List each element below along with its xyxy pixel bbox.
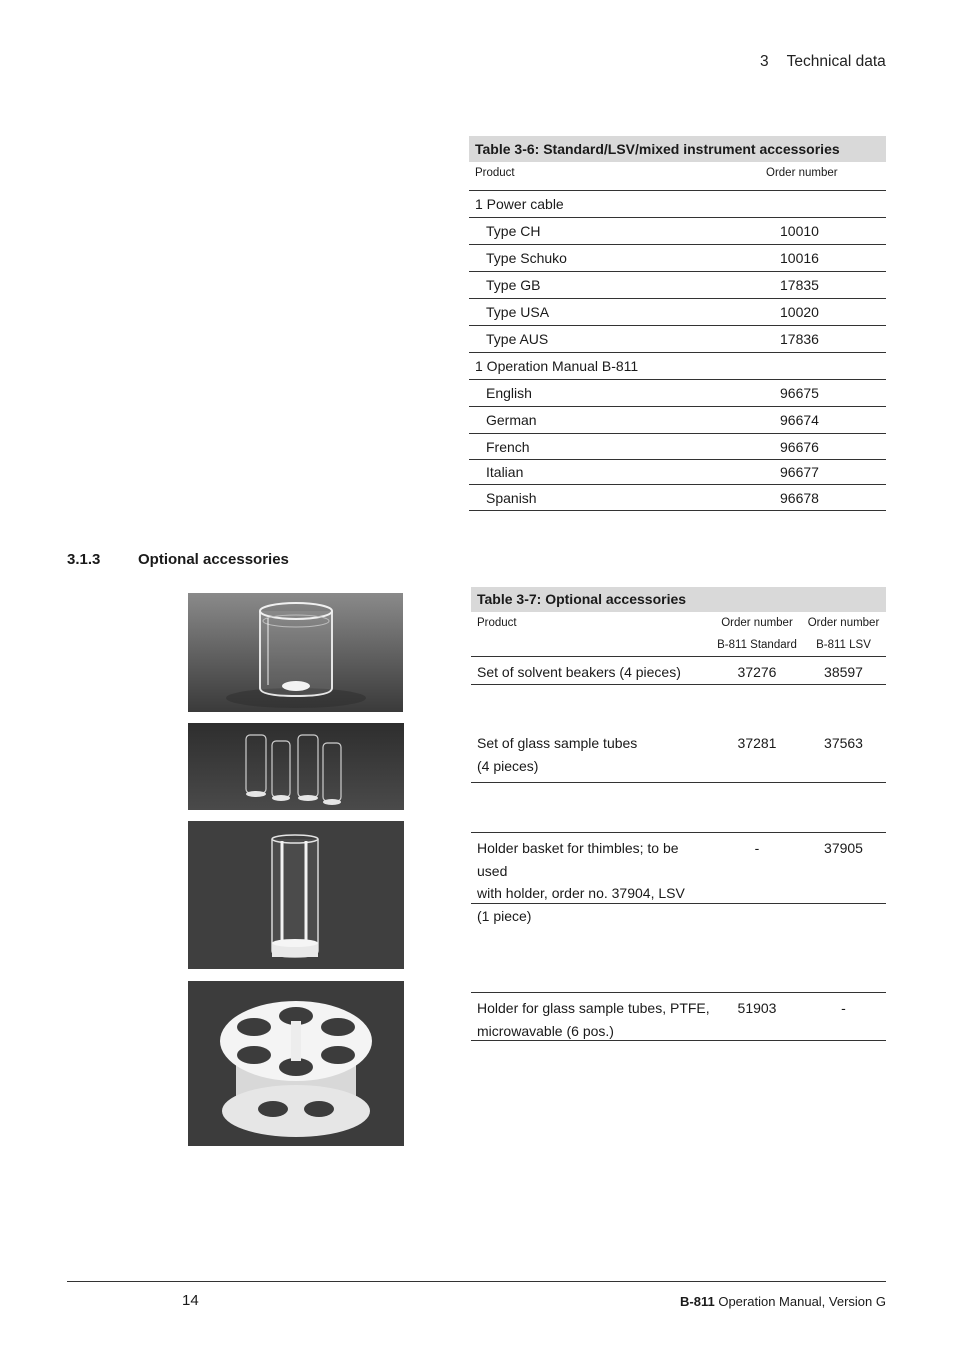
running-header [760,53,886,71]
product-cell: Type Schuko [486,250,567,266]
order-cell: 17836 [780,331,819,347]
product-cell: Italian [486,464,524,480]
table-row [471,993,886,1041]
column-standard-line2: B-811 Standard [717,639,797,651]
product-line: Set of solvent beakers (4 pieces) [477,664,681,680]
product-cell: Type CH [486,223,541,239]
table-row [469,191,886,218]
table-caption: Table 3-7: Optional accessories [471,587,886,612]
table-row-group [471,657,886,728]
table-row [469,460,886,485]
table-row [469,380,886,407]
product-cell: Spanish [486,489,537,506]
order-cell: 10020 [780,304,819,320]
table-optional-accessories [471,587,886,1041]
glass-sample-tubes-photo [188,723,404,810]
product-cell: 1 Operation Manual B-811 [475,358,639,374]
section-number: 3.1.3 [67,551,101,568]
product-line: (4 pieces) [477,757,539,774]
lsv-order-cell: 38597 [824,664,863,680]
column-lsv-line1: Order number [807,617,880,629]
order-cell: 96678 [780,489,819,506]
table-row [469,299,886,326]
footer-manual-title [680,1294,886,1309]
table-row [469,326,886,353]
product-cell [477,837,712,927]
column-standard-line1: Order number [721,617,793,629]
column-product: Product [477,617,517,629]
standard-order-cell: 37281 [737,735,777,751]
product-line: microwavable (6 pos.) [477,1022,614,1039]
product-cell: French [486,438,530,455]
standard-order-cell: - [754,840,760,856]
table-column-header [471,612,886,657]
product-name: B-811 [680,1294,715,1309]
product-cell: Type USA [486,304,550,320]
chapter-title: Technical data [786,53,886,70]
table-caption: Table 3-6: Standard/LSV/mixed instrument accessories [469,136,886,162]
table-row [469,485,886,511]
table-row [469,353,886,380]
section-title: Optional accessories [138,551,289,568]
lsv-order-cell: 37563 [824,735,863,751]
chapter-number: 3 [760,53,769,70]
table-row [471,833,886,924]
holder-basket-photo [188,821,404,969]
product-cell [477,732,712,777]
standard-order-cell: 37276 [737,664,777,680]
ptfe-tube-holder-photo [188,981,404,1146]
page-number: 14 [182,1292,199,1309]
footer-rule [67,1281,886,1282]
table-row [471,728,886,783]
product-cell: English [486,385,532,401]
product-line: Holder basket for thimbles; to be used [477,840,679,879]
table-spacer [471,783,886,833]
order-cell: 17835 [780,277,819,293]
table-row [469,272,886,299]
order-cell: 10016 [780,250,819,266]
table-row [469,245,886,272]
column-product: Product [475,167,515,179]
table-row [469,218,886,245]
order-cell: 10010 [780,223,819,239]
table-column-header [469,162,886,191]
order-cell: 96675 [780,385,819,401]
column-order-number: Order number [766,167,838,179]
product-cell [477,997,712,1042]
table-row [469,434,886,460]
product-cell: Type AUS [486,331,549,347]
order-cell: 96676 [780,438,819,455]
column-lsv-line2: B-811 LSV [816,639,871,651]
product-cell: 1 Power cable [475,196,564,212]
section-heading [67,551,289,568]
product-cell: Type GB [486,277,541,293]
product-cell: German [486,412,537,428]
product-line: Set of glass sample tubes [477,735,638,751]
table-row [471,657,886,685]
product-cell [477,661,712,684]
table-row [469,407,886,434]
table-standard-accessories [469,136,886,511]
lsv-order-cell: - [841,1000,846,1016]
product-line: with holder, order no. 37904, LSV [477,885,685,901]
solvent-beaker-photo [188,593,403,712]
manual-version: Operation Manual, Version G [718,1294,886,1309]
order-cell: 96674 [780,412,819,428]
product-line: (1 piece) [477,907,532,924]
standard-order-cell: 51903 [737,1000,777,1016]
order-cell: 96677 [780,464,819,480]
lsv-order-cell: 37905 [824,840,863,856]
product-line: Holder for glass sample tubes, PTFE, [477,1000,710,1016]
